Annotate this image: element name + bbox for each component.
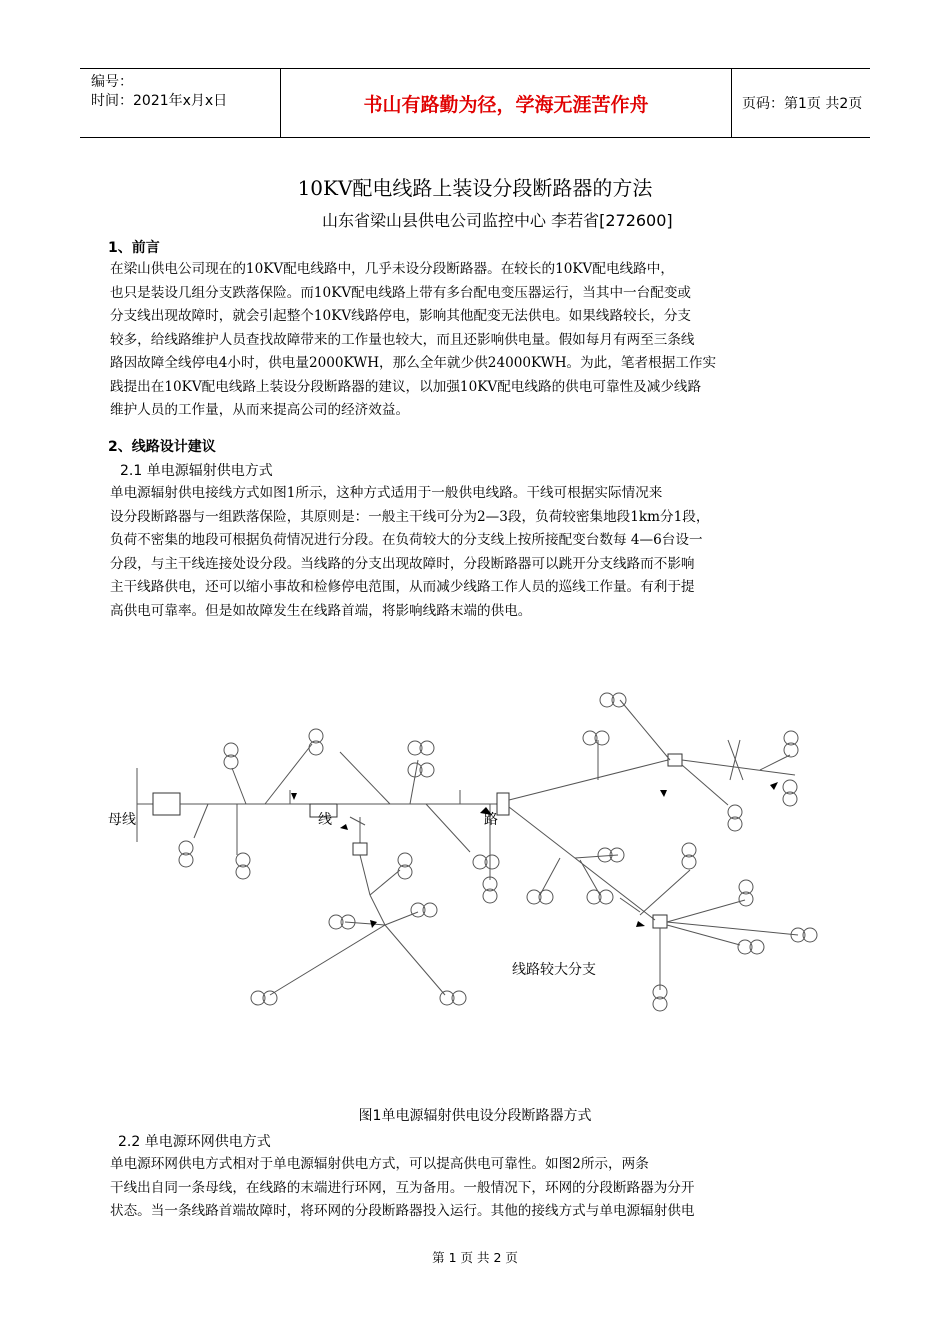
- paragraph-line: 主干线路供电，还可以缩小事故和检修停电范围，从而减少线路工作人员的巡线工作量。有利于提: [110, 579, 695, 595]
- section2-2-paragraph: [110, 1153, 845, 1224]
- page-header: [80, 68, 870, 138]
- paragraph-line: 设分段断路器与一组跌落保险，其原则是：一般主干线可分为2—3段，负荷较密集地段1km分1段，: [110, 508, 710, 525]
- paragraph-line: 分段，与主干线连接处设分段。当线路的分支出现故障时，分段断路器可以跳开分支线路而不影响: [110, 555, 695, 572]
- paragraph-line: 在梁山供电公司现在的10KV配电线路中，几乎未设分段断路器。在较长的10KV配电线路中，: [110, 261, 674, 277]
- document-title: 10KV配电线路上装设分段断路器的方法: [297, 176, 653, 200]
- paragraph-line: 也只是装设几组分支跌落保险。而10KV配电线路上带有多台配电变压器运行，当其中一台配变或: [110, 284, 692, 301]
- paragraph-line: 负荷不密集的地段可根据负荷情况进行分段。在负荷较大的分支线上按所接配变台数每 4—6台设一: [110, 532, 703, 548]
- paragraph-line: 较多，给线路维护人员查找故障带来的工作量也较大，而且还影响供电量。假如每月有两至三条线: [110, 331, 695, 348]
- header-motto: 书山有路勤为径，学海无涯苦作舟: [280, 69, 732, 137]
- radial-supply-diagram: [100, 660, 860, 1080]
- paragraph-line: 单电源辐射供电接线方式如图1所示，这种方式适用于一般供电线路。干线可根据实际情况来: [110, 485, 663, 501]
- header-meta: [80, 69, 280, 137]
- section2-2-heading: 2.2 单电源环网供电方式: [118, 1134, 271, 1150]
- section2-heading: 2、线路设计建议: [108, 439, 216, 455]
- label-road: 路: [484, 812, 498, 828]
- label-line: 线: [318, 812, 332, 828]
- figure-caption: 图1单电源辐射供电设分段断路器方式: [358, 1108, 592, 1124]
- label-large-branch: 线路较大分支: [512, 962, 596, 978]
- section2-1-heading: 2.1 单电源辐射供电方式: [120, 463, 273, 479]
- label-bus: 母线: [108, 812, 136, 828]
- date-label: 时间：2021年x月x日: [91, 93, 228, 109]
- paragraph-line: 单电源环网供电方式相对于单电源辐射供电方式，可以提高供电可靠性。如图2所示，两条: [110, 1156, 649, 1172]
- author-line: 山东省梁山县供电公司监控中心 李若省[272600]: [322, 211, 673, 230]
- paragraph-line: 分支线出现故障时，就会引起整个10KV线路停电，影响其他配变无法供电。如果线路较长，分支: [110, 308, 692, 324]
- paragraph-line: 状态。当一条线路首端故障时，将环网的分段断路器投入运行。其他的接线方式与单电源辐射供电: [110, 1203, 695, 1219]
- section1-paragraph: [110, 258, 845, 423]
- paragraph-line: 路因故障全线停电4小时，供电量2000KWH，那么全年就少供24000KWH。为此，笔者根据工作实: [110, 355, 717, 371]
- section1-heading: 1、前言: [108, 240, 160, 256]
- paragraph-line: 践提出在10KV配电线路上装设分段断路器的建议，以加强10KV配电线路的供电可靠性及减少线路: [110, 378, 702, 395]
- number-label: 编号：: [91, 74, 133, 90]
- paragraph-line: 干线出自同一条母线，在线路的末端进行环网，互为备用。一般情况下，环网的分段断路器为分开: [110, 1179, 695, 1196]
- page-footer: 第 1 页 共 2 页: [432, 1250, 518, 1265]
- section2-1-paragraph: [110, 482, 845, 623]
- paragraph-line: 高供电可靠率。但是如故障发生在线路首端，将影响线路末端的供电。: [110, 602, 532, 619]
- header-page-info: 页码：第1页 共2页: [742, 96, 863, 112]
- paragraph-line: 维护人员的工作量，从而来提高公司的经济效益。: [110, 402, 410, 418]
